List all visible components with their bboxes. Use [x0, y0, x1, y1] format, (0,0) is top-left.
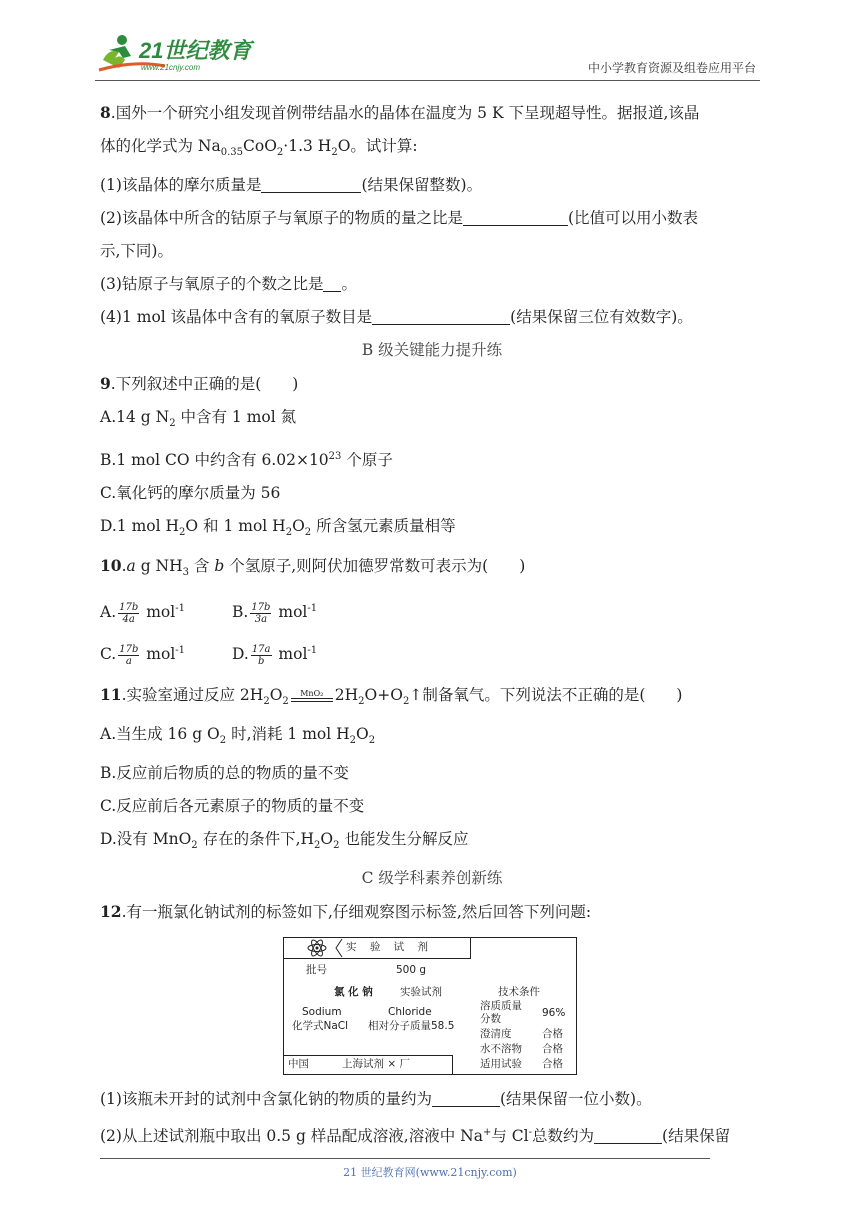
- q11-option-c[interactable]: C.反应前后各元素原子的物质的量不变: [100, 796, 365, 815]
- q11-option-d[interactable]: D.没有 MnO$_2$ 存在的条件下$,H_2O_2$ 也能发生分解反应: [100, 829, 469, 851]
- label-molar-mass: 相对分子质量58.5: [368, 1019, 455, 1032]
- logo-21cnjy: [95, 30, 265, 76]
- q11-option-a[interactable]: A.当生成 16 g $O_2$ 时,消耗 1 mol $H_2O_2$: [100, 724, 376, 746]
- svg-text:www.21cnjy.com: www.21cnjy.com: [141, 63, 200, 72]
- q10-option-c[interactable]: C. $\frac{17b}{a}$ mol$^{-1}$: [100, 643, 186, 667]
- q8-part2: (2)该晶体中所含的钴原子与氧原子的物质的量之比是 (比值可以用小数表: [100, 209, 699, 228]
- label-mass: 500 g: [396, 963, 427, 976]
- q8-part3: (3)钴原子与氧原子的个数之比是 。: [100, 275, 357, 294]
- q10-options-row1: [100, 590, 764, 632]
- q11-option-b[interactable]: B.反应前后物质的总的物质的量不变: [100, 763, 349, 782]
- label-maker: 上海试剂 × 厂: [342, 1057, 410, 1070]
- label-country: 中国: [288, 1057, 309, 1070]
- q8-part1: (1)该晶体的摩尔质量是 (结果保留整数)。: [100, 176, 483, 195]
- reaction-arrow: MnO₂: [291, 689, 333, 702]
- label-title: 实 验 试 剂: [346, 940, 434, 953]
- answer-blank[interactable]: [323, 273, 341, 292]
- answer-blank[interactable]: [463, 207, 568, 226]
- label-insoluble-label: 水不溶物: [480, 1042, 522, 1055]
- answer-blank[interactable]: [432, 1088, 500, 1107]
- label-clarity-label: 澄清度: [480, 1027, 512, 1040]
- section-b-heading: B 级关键能力提升练: [361, 341, 503, 360]
- label-name-en2: Chloride: [388, 1005, 432, 1018]
- answer-blank[interactable]: [261, 174, 361, 193]
- q10-option-d[interactable]: D. $\frac{17a}{b}$ mol$^{-1}$: [232, 643, 318, 667]
- label-insoluble-value: 合格: [542, 1042, 563, 1055]
- footer-divider: [100, 1158, 710, 1159]
- q9-option-d[interactable]: D.1 mol $H_2O$ 和 1 mol $H_2O_2$ 所含氢元素质量相等: [100, 517, 456, 539]
- label-purity-value: 96%: [542, 1006, 566, 1019]
- q10-options-row2: [100, 632, 764, 674]
- q10-option-b[interactable]: B. $\frac{17b}{3a}$ mol$^{-1}$: [232, 601, 318, 625]
- q9-option-c[interactable]: C.氧化钙的摩尔质量为 56: [100, 484, 281, 503]
- q8-line2: 体的化学式为 $Na_{0.35}CoO_2\cdot 1.3$ $H_2O$。试计算:: [100, 137, 418, 159]
- answer-blank[interactable]: [594, 1125, 662, 1144]
- q9-option-b[interactable]: B.1 mol CO 中约含有 $6.02\times 10^{23}$ 个原子: [100, 451, 393, 470]
- label-test-value: 合格: [542, 1057, 563, 1070]
- q12-part2: (2)从上述试剂瓶中取出 0.5 g 样品配成溶液,溶液中 Na+与 Cl-总数约为 (结果保留: [100, 1126, 731, 1145]
- reagent-label: [283, 937, 577, 1075]
- bracket-icon: [334, 938, 344, 958]
- label-test-label: 适用试验: [480, 1057, 522, 1070]
- atom-icon: [306, 939, 328, 957]
- q8-part2-cont: 示,下同)。: [100, 242, 173, 261]
- label-batch: 批号: [306, 963, 327, 976]
- label-grade: 实验试剂: [400, 985, 442, 998]
- q12-stem: 12.有一瓶氯化钠试剂的标签如下,仔细观察图示标签,然后回答下列问题:: [100, 901, 592, 921]
- label-purity-label2: 分数: [480, 1012, 501, 1025]
- page-header: [95, 30, 760, 81]
- label-maker-bar: [284, 1055, 453, 1074]
- q11-stem: 11.实验室通过反应 $2H_2O_2$ MnO₂ $2H_2O+O_2↑$制备氧气。下列说法不正确的是( ): [100, 684, 683, 707]
- section-c-heading: C 级学科素养创新练: [361, 868, 503, 887]
- label-name-cn: 氯 化 钠: [334, 985, 373, 998]
- q9-option-a[interactable]: A.14 g $N_2$ 中含有 1 mol 氮: [100, 408, 297, 430]
- q9-stem: 9.下列叙述中正确的是( ): [100, 374, 299, 394]
- label-name-en1: Sodium: [302, 1005, 342, 1018]
- answer-blank[interactable]: [372, 306, 510, 325]
- label-tech-header: 技术条件: [498, 985, 540, 998]
- label-clarity-value: 合格: [542, 1027, 563, 1040]
- q8-part4: (4)1 mol 该晶体中含有的氧原子数目是 (结果保留三位有效数字)。: [100, 308, 693, 327]
- page-footer[interactable]: 21 世纪教育网(www.21cnjy.com): [343, 1166, 517, 1179]
- q10-stem: 10.a g $NH_3$ 含 b 个氢原子,则阿伏加德罗常数可表示为( ): [100, 556, 526, 579]
- q12-part1: (1)该瓶未开封的试剂中含氯化钠的物质的量约为 (结果保留一位小数)。: [100, 1089, 652, 1108]
- q8-line1: 8.国外一个研究小组发现首例带结晶水的晶体在温度为 5 K 下呈现超导性。据报道,该晶: [100, 103, 700, 122]
- q10-option-a[interactable]: A. $\frac{17b}{4a}$ mol$^{-1}$: [100, 601, 185, 625]
- label-title-bar: [284, 938, 471, 959]
- label-purity-label1: 溶质质量: [480, 999, 522, 1012]
- svg-text:21世纪教育: 21世纪教育: [139, 38, 252, 63]
- label-formula: 化学式NaCl: [292, 1019, 349, 1032]
- platform-name: 中小学教育资源及组卷应用平台: [587, 61, 756, 75]
- exercise-content: [100, 96, 764, 1153]
